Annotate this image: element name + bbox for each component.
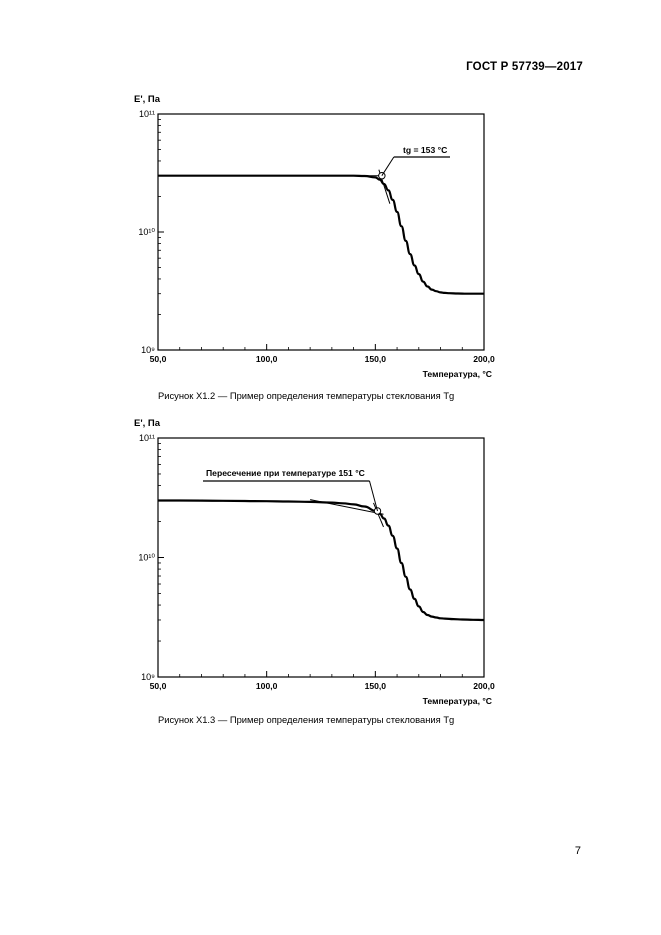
y-axis-label: E', Па bbox=[134, 418, 160, 429]
figure-x1-3-chart bbox=[0, 410, 661, 710]
x-tick-label: 50,0 bbox=[149, 681, 167, 691]
y-tick-label: 10¹⁰ bbox=[138, 227, 155, 237]
x-axis-label: Температура, °C bbox=[422, 369, 492, 379]
x-tick-label: 100,0 bbox=[255, 354, 278, 364]
modulus-curve bbox=[158, 501, 484, 621]
y-tick-label: 10¹¹ bbox=[138, 433, 155, 443]
annotation-leader bbox=[382, 157, 394, 176]
modulus-curve bbox=[158, 176, 484, 294]
y-tick-label: 10¹¹ bbox=[138, 109, 155, 119]
y-tick-label: 10¹⁰ bbox=[138, 552, 155, 563]
standard-designation: ГОСТ Р 57739—2017 bbox=[466, 61, 583, 73]
plateau-tangent-line bbox=[310, 500, 383, 515]
tg-annotation: tg = 153 °C bbox=[403, 145, 448, 155]
x-tick-label: 50,0 bbox=[149, 354, 167, 364]
x-tick-label: 200,0 bbox=[473, 354, 495, 364]
tg-annotation: Пересечение при температуре 151 °C bbox=[206, 468, 365, 478]
x-tick-label: 100,0 bbox=[255, 681, 278, 691]
x-tick-label: 200,0 bbox=[473, 681, 495, 691]
y-axis-label: E', Па bbox=[134, 94, 160, 105]
figure-x1-3-caption: Рисунок X1.3 — Пример определения температуры стеклования Tg bbox=[158, 714, 455, 725]
x-tick-label: 150,0 bbox=[364, 681, 387, 691]
y-tick-label: 10⁹ bbox=[141, 672, 155, 682]
figure-x1-2-chart bbox=[0, 85, 661, 385]
annotation-leader bbox=[370, 481, 378, 511]
y-tick-label: 10⁹ bbox=[141, 345, 155, 355]
page-number: 7 bbox=[574, 845, 581, 857]
x-axis-label: Температура, °C bbox=[422, 696, 492, 706]
x-tick-label: 150,0 bbox=[364, 354, 387, 364]
figure-x1-2-caption: Рисунок X1.2 — Пример определения температуры стеклования Tg bbox=[158, 390, 455, 401]
